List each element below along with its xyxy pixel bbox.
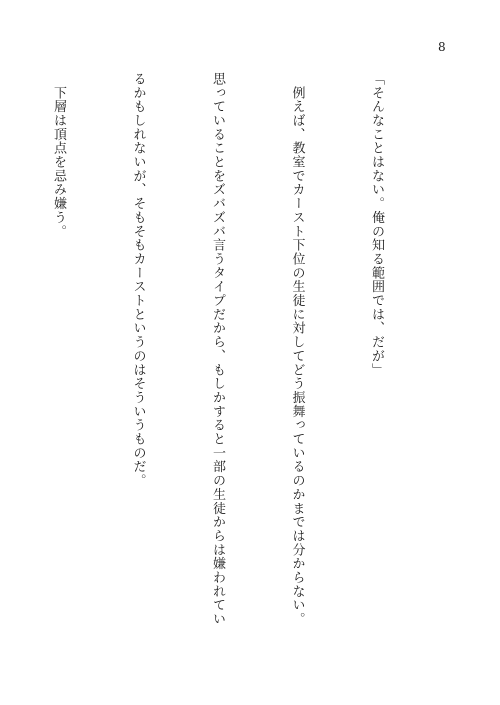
text-line: 思っていることをズバズバ言うタイプだから、もしかすると一部の生徒からは嫌われてい bbox=[210, 72, 225, 626]
text-line: 下層は頂点を忌み嫌う。 bbox=[51, 72, 66, 239]
text-line: 「そんなことはない。俺の知る範囲では、だが」 bbox=[369, 72, 384, 377]
text-line: 例えば、教室でカースト下位の生徒に対してどう振舞っているのかまでは分からない。 bbox=[289, 72, 305, 626]
text-line: るかもしれないが、そもそもカーストというのはそういうものだ。 bbox=[130, 72, 146, 488]
novel-text-body bbox=[0, 72, 442, 664]
page-number: 8 bbox=[438, 40, 446, 54]
